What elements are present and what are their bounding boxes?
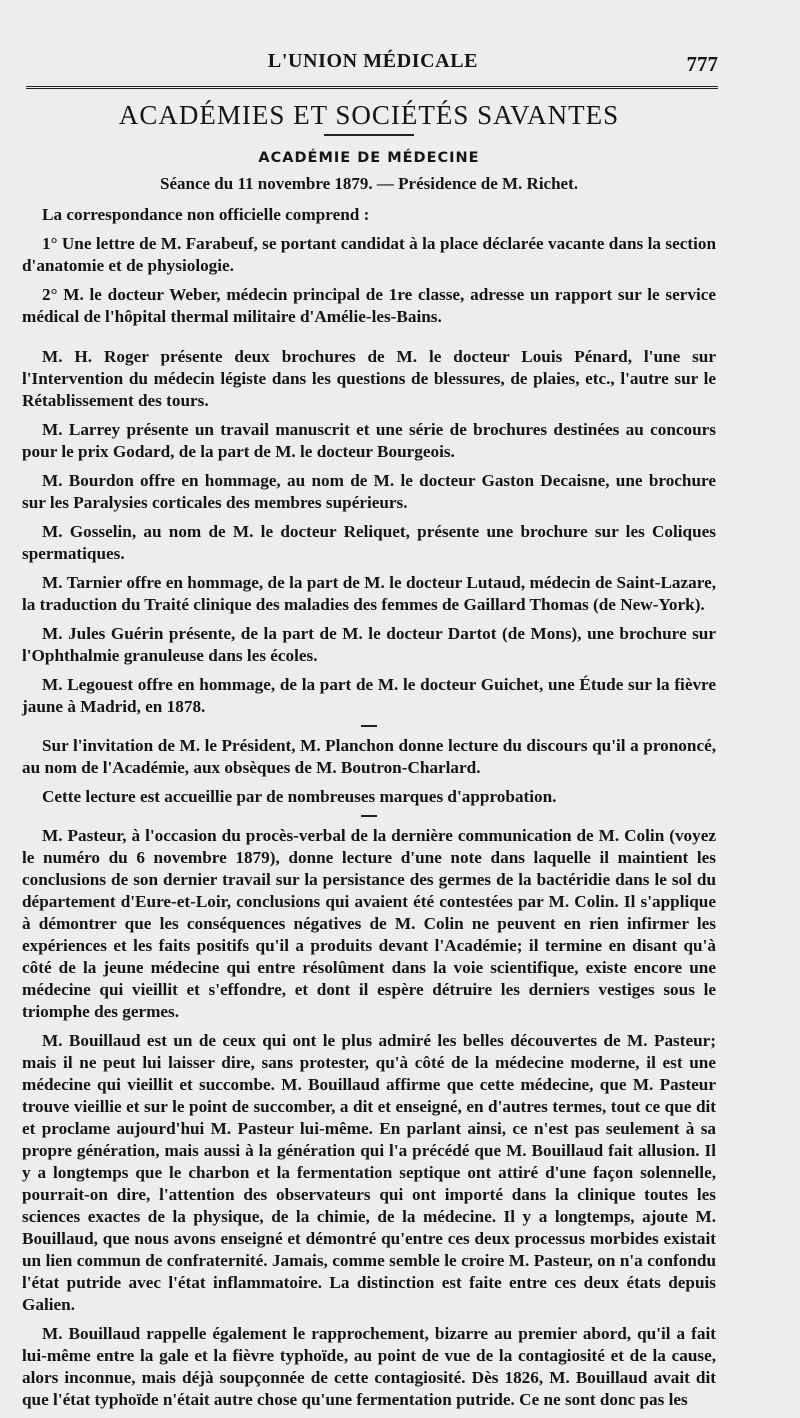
paragraph-tarnier: M. Tarnier offre en hommage, de la part de M. le docteur Lutaud, médecin de Saint-Lazare, la traduction du Traité clinique des maladies des femmes de Gaillard Thomas (de New-York).: [22, 573, 716, 614]
article-body: [22, 98, 716, 1418]
session-line: Séance du 11 novembre 1879. — Présidence de M. Richet.: [159, 174, 579, 193]
paragraph-farabeuf: 1° Une lettre de M. Farabeuf, se portant candidat à la place déclarée vacante dans la section d'anatomie et de physiologie.: [22, 234, 716, 275]
paragraph-legouest: M. Legouest offre en hommage, de la part de M. le docteur Guichet, une Étude sur la fièvre jaune à Madrid, en 1878.: [22, 675, 716, 716]
paragraph-planchon: Sur l'invitation de M. le Président, M. Planchon donne lecture du discours qu'il a prononcé, au nom de l'Académie, aux obsèques de M. Boutron-Charlard.: [22, 736, 716, 777]
journal-title: L'UNION MÉDICALE: [267, 50, 479, 72]
paragraph-correspondance: La correspondance non officielle comprend :: [42, 205, 370, 224]
paragraph-weber: 2° M. le docteur Weber, médecin principal de 1re classe, adresse un rapport sur le service médical de l'hôpital thermal militaire d'Amélie-les-Bains.: [22, 285, 716, 326]
section-separator: [361, 725, 377, 727]
paragraph-bouillaud-continued: M. Bouillaud rappelle également le rapprochement, bizarre au premier abord, qu'il a fait lui-même entre la gale et la fièvre typhoïde, au point de vue de la contagiosité et de la cause, alors inconnue, mais déjà soupçonnée de cette contagiosité. Dès 1826, M. Bouillaud avait dit que l'état typhoïde n'était autre chose qu'une fermentation putride. Ce ne sont donc pas les: [22, 1324, 716, 1409]
paragraph-roger: M. H. Roger présente deux brochures de M. le docteur Louis Pénard, l'une sur l'Intervention du médecin légiste dans les questions de blessures, de plaies, etc., l'autre sur le Rétablissement des tours.: [22, 347, 716, 410]
header-rule: [26, 86, 718, 89]
running-head: [28, 50, 718, 80]
paragraph-gosselin: M. Gosselin, au nom de M. le docteur Reliquet, présente une brochure sur les Coliques spermatiques.: [22, 522, 716, 563]
title-underline: [324, 134, 414, 136]
page-number: 777: [686, 52, 718, 76]
paragraph-pasteur: M. Pasteur, à l'occasion du procès-verbal de la dernière communication de M. Colin (voyez le numéro du 6 novembre 1879), donne lecture d'une note dans laquelle il maintient les conclusions de son dernier travail sur la persistance des germes de la bactéridie dans le sol du département d'Eure-et-Loir, conclusions qui avaient été contestées par M. Colin. Il s'applique à démontrer que les conséquences négatives de M. Colin ne peuvent en rien infirmer les expériences et les faits positifs qu'il a produits devant l'Académie; il termine en disant qu'à côté de la jeune médecine qui entre résolûment dans la voie scientifique, existe encore une médecine qui vieillit et s'effondre, et dont il espère détruire les derniers vestiges sous le triomphe des germes.: [22, 826, 716, 1021]
paragraph-bourdon: M. Bourdon offre en hommage, au nom de M. le docteur Gaston Decaisne, une brochure sur les Paralysies corticales des membres supérieurs.: [22, 471, 716, 512]
section-separator: [361, 815, 377, 817]
paragraph-larrey: M. Larrey présente un travail manuscrit et une série de brochures destinées au concours pour le prix Godard, de la part de M. le docteur Bourgeois.: [22, 420, 716, 461]
section-title: ACADÉMIES ET SOCIÉTÉS SAVANTES: [118, 100, 620, 130]
paragraph-bouillaud: M. Bouillaud est un de ceux qui ont le plus admiré les belles découvertes de M. Pasteur; mais il ne peut lui laisser dire, sans protester, qu'à côté de la médecine moderne, il est une médecine qui vieillit et succombe. M. Bouillaud affirme que cette médecine, que M. Pasteur trouve vieillie et sur le point de succomber, a dit et enseigné, en d'autres termes, tout ce que dit et proclame aujourd'hui M. Pasteur lui-même. En parlant ainsi, ce n'est pas seulement à sa propre génération, mais aussi à la génération qui l'a précédé que M. Bouillaud fait allusion. Il y a longtemps que le charbon et la fermentation septique ont attiré d'une façon solennelle, pourrait-on dire, l'attention des observateurs qui ont importé dans la clinique toutes les sciences exactes de la physique, de la chimie, de la médecine. Il y a longtemps, ajoute M. Bouillaud, que nous avons enseigné et démontré qu'entre ces deux processus morbides existait un lien commun de confraternité. Jamais, comme semble le croire M. Pasteur, on n'a confondu l'état putride avec l'état inflammatoire. La distinction est faite entre ces deux états depuis Galien.: [22, 1031, 716, 1314]
academy-title: ACADÉMIE DE MÉDECINE: [258, 150, 480, 166]
paragraph-guerin: M. Jules Guérin présente, de la part de M. le docteur Dartot (de Mons), une brochure sur l'Ophthalmie granuleuse dans les écoles.: [22, 624, 716, 665]
paragraph-approbation: Cette lecture est accueillie par de nombreuses marques d'approbation.: [42, 787, 557, 806]
